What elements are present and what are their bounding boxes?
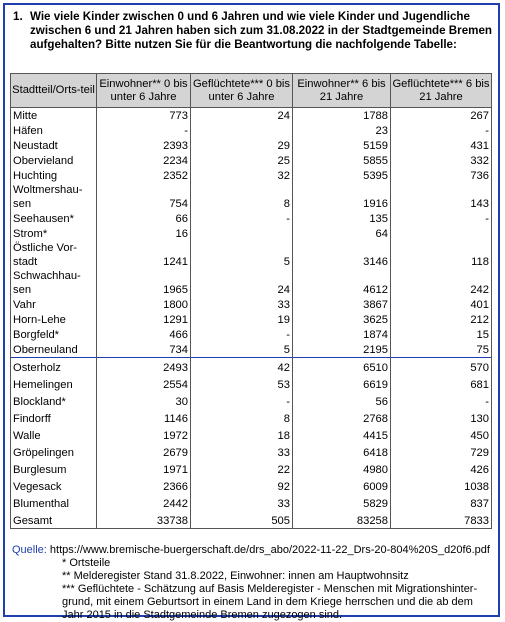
value-cell: -	[391, 123, 492, 138]
value-cell: 2366	[97, 477, 191, 494]
value-cell: 431	[391, 138, 492, 153]
table-row	[11, 511, 492, 529]
district-cell: Östliche Vor-stadt	[11, 241, 97, 269]
source-label: Quelle:	[12, 544, 47, 556]
value-cell: 734	[97, 342, 191, 358]
value-cell: 754	[97, 183, 191, 211]
value-cell: 24	[191, 108, 293, 124]
value-cell: 6009	[293, 477, 391, 494]
district-cell: Gesamt	[11, 511, 97, 529]
value-cell: 25	[191, 153, 293, 168]
value-cell: 1972	[97, 426, 191, 443]
table-row	[11, 426, 492, 443]
district-cell: Strom*	[11, 226, 97, 241]
header-residents-6-21: Einwohner** 6 bis 21 Jahre	[293, 74, 391, 108]
table-row	[11, 123, 492, 138]
value-cell: 2679	[97, 443, 191, 460]
value-cell: 24	[191, 269, 293, 297]
document-frame	[3, 3, 500, 621]
table-row	[11, 342, 492, 358]
value-cell: 736	[391, 168, 492, 183]
value-cell: 4612	[293, 269, 391, 297]
table-row	[11, 409, 492, 426]
value-cell: 92	[191, 477, 293, 494]
value-cell: 5395	[293, 168, 391, 183]
value-cell	[191, 226, 293, 241]
table-row	[11, 392, 492, 409]
population-table	[10, 73, 492, 529]
value-cell: 29	[191, 138, 293, 153]
district-cell: Findorff	[11, 409, 97, 426]
table-row	[11, 477, 492, 494]
value-cell: 7833	[391, 511, 492, 529]
header-residents-0-6: Einwohner** 0 bis unter 6 Jahre	[97, 74, 191, 108]
value-cell	[391, 226, 492, 241]
value-cell: 23	[293, 123, 391, 138]
value-cell: 8	[191, 409, 293, 426]
value-cell: 75	[391, 342, 492, 358]
value-cell: 32	[191, 168, 293, 183]
district-cell: Oberneuland	[11, 342, 97, 358]
value-cell: 6510	[293, 358, 391, 376]
value-cell: -	[97, 123, 191, 138]
value-cell: 570	[391, 358, 492, 376]
value-cell: 2195	[293, 342, 391, 358]
table-row	[11, 211, 492, 226]
value-cell: 2768	[293, 409, 391, 426]
value-cell: 729	[391, 443, 492, 460]
table-row	[11, 375, 492, 392]
table-row	[11, 460, 492, 477]
table-row	[11, 226, 492, 241]
value-cell: 267	[391, 108, 492, 124]
value-cell: 4980	[293, 460, 391, 477]
value-cell: 1146	[97, 409, 191, 426]
district-cell: Osterholz	[11, 358, 97, 376]
value-cell: 450	[391, 426, 492, 443]
value-cell: 118	[391, 241, 492, 269]
question-text: Wie viele Kinder zwischen 0 und 6 Jahren und wie viele Kinder und Jugendliche zwischen 6 und 21 Jahren haben sich zum 31.08.2022 in der Stadtgemeinde Bremen aufgehalten? Bitte nutzen Sie für die Beantwortung die nachfolgende Tabelle:	[30, 10, 492, 51]
table-row	[11, 327, 492, 342]
value-cell: 4415	[293, 426, 391, 443]
value-cell: 30	[97, 392, 191, 409]
value-cell: 130	[391, 409, 492, 426]
value-cell: 426	[391, 460, 492, 477]
value-cell: 2554	[97, 375, 191, 392]
district-cell: Walle	[11, 426, 97, 443]
table-row	[11, 358, 492, 376]
value-cell: 1971	[97, 460, 191, 477]
district-cell: Woltmershau-sen	[11, 183, 97, 211]
value-cell: 5	[191, 342, 293, 358]
value-cell: 681	[391, 375, 492, 392]
table-row	[11, 269, 492, 297]
value-cell: 773	[97, 108, 191, 124]
value-cell: 1291	[97, 312, 191, 327]
value-cell: -	[391, 211, 492, 226]
table-row	[11, 297, 492, 312]
value-cell: 2493	[97, 358, 191, 376]
value-cell: -	[191, 327, 293, 342]
value-cell: -	[191, 392, 293, 409]
value-cell: 16	[97, 226, 191, 241]
district-cell: Obervieland	[11, 153, 97, 168]
value-cell: 466	[97, 327, 191, 342]
value-cell: 135	[293, 211, 391, 226]
table-row	[11, 494, 492, 511]
value-cell: 1038	[391, 477, 492, 494]
header-refugees-0-6: Geflüchtete*** 0 bis unter 6 Jahre	[191, 74, 293, 108]
question-number: 1.	[13, 10, 23, 23]
footnote-refugees: *** Geflüchtete - Schätzung auf Basis Melderegister - Menschen mit Migrationshinter-grund, mit einem Geburtsort in einem Land in dem Kriege herrschen und die ab dem Jahr 2015 in die Stadtgemeinde Bremen zugezogen sind.	[62, 583, 478, 621]
value-cell: 3146	[293, 241, 391, 269]
district-cell: Hemelingen	[11, 375, 97, 392]
value-cell: 212	[391, 312, 492, 327]
value-cell: 53	[191, 375, 293, 392]
district-cell: Neustadt	[11, 138, 97, 153]
value-cell: 6619	[293, 375, 391, 392]
header-refugees-6-21: Geflüchtete*** 6 bis 21 Jahre	[391, 74, 492, 108]
table-row	[11, 183, 492, 211]
value-cell: 8	[191, 183, 293, 211]
value-cell: 401	[391, 297, 492, 312]
source-line	[12, 544, 497, 557]
value-cell: -	[391, 392, 492, 409]
value-cell: 64	[293, 226, 391, 241]
value-cell: 1965	[97, 269, 191, 297]
value-cell: 837	[391, 494, 492, 511]
value-cell: 1788	[293, 108, 391, 124]
value-cell: 66	[97, 211, 191, 226]
table-row	[11, 168, 492, 183]
value-cell: 2352	[97, 168, 191, 183]
value-cell: 242	[391, 269, 492, 297]
district-cell: Huchting	[11, 168, 97, 183]
table-row	[11, 138, 492, 153]
value-cell: 332	[391, 153, 492, 168]
district-cell: Vegesack	[11, 477, 97, 494]
value-cell: 33738	[97, 511, 191, 529]
district-cell: Horn-Lehe	[11, 312, 97, 327]
district-cell: Schwachhau-sen	[11, 269, 97, 297]
district-cell: Burglesum	[11, 460, 97, 477]
table-header-row	[11, 74, 492, 108]
value-cell: 2234	[97, 153, 191, 168]
value-cell: 1800	[97, 297, 191, 312]
value-cell: 143	[391, 183, 492, 211]
value-cell: 3867	[293, 297, 391, 312]
value-cell: 1874	[293, 327, 391, 342]
value-cell: 19	[191, 312, 293, 327]
table-row	[11, 312, 492, 327]
value-cell: 5159	[293, 138, 391, 153]
value-cell: 5	[191, 241, 293, 269]
value-cell: 5829	[293, 494, 391, 511]
value-cell: -	[191, 211, 293, 226]
district-cell: Vahr	[11, 297, 97, 312]
table-row	[11, 443, 492, 460]
value-cell: 18	[191, 426, 293, 443]
value-cell: 33	[191, 297, 293, 312]
value-cell: 6418	[293, 443, 391, 460]
value-cell: 2442	[97, 494, 191, 511]
value-cell: 42	[191, 358, 293, 376]
table-body	[11, 108, 492, 529]
district-cell: Borgfeld*	[11, 327, 97, 342]
footnote-residents: ** Melderegister Stand 31.8.2022, Einwohner: innen am Hauptwohnsitz	[62, 570, 409, 582]
header-district: Stadtteil/Orts-teil	[11, 74, 97, 108]
district-cell: Häfen	[11, 123, 97, 138]
value-cell: 22	[191, 460, 293, 477]
value-cell: 2393	[97, 138, 191, 153]
value-cell: 5855	[293, 153, 391, 168]
value-cell: 505	[191, 511, 293, 529]
district-cell: Seehausen*	[11, 211, 97, 226]
district-cell: Gröpelingen	[11, 443, 97, 460]
district-cell: Blockland*	[11, 392, 97, 409]
footnote-districts: * Ortsteile	[62, 557, 111, 569]
source-link[interactable]: https://www.bremische-buergerschaft.de/drs_abo/2022-11-22_Drs-20-804%20S_d20f6.pdf	[49, 544, 490, 556]
value-cell: 15	[391, 327, 492, 342]
table-row	[11, 108, 492, 124]
value-cell	[191, 123, 293, 138]
value-cell: 56	[293, 392, 391, 409]
value-cell: 83258	[293, 511, 391, 529]
value-cell: 33	[191, 494, 293, 511]
table-row	[11, 153, 492, 168]
district-cell: Mitte	[11, 108, 97, 124]
question-block	[13, 10, 493, 52]
value-cell: 33	[191, 443, 293, 460]
footnotes	[12, 544, 497, 622]
value-cell: 1916	[293, 183, 391, 211]
value-cell: 3625	[293, 312, 391, 327]
district-cell: Blumenthal	[11, 494, 97, 511]
value-cell: 1241	[97, 241, 191, 269]
table-row	[11, 241, 492, 269]
